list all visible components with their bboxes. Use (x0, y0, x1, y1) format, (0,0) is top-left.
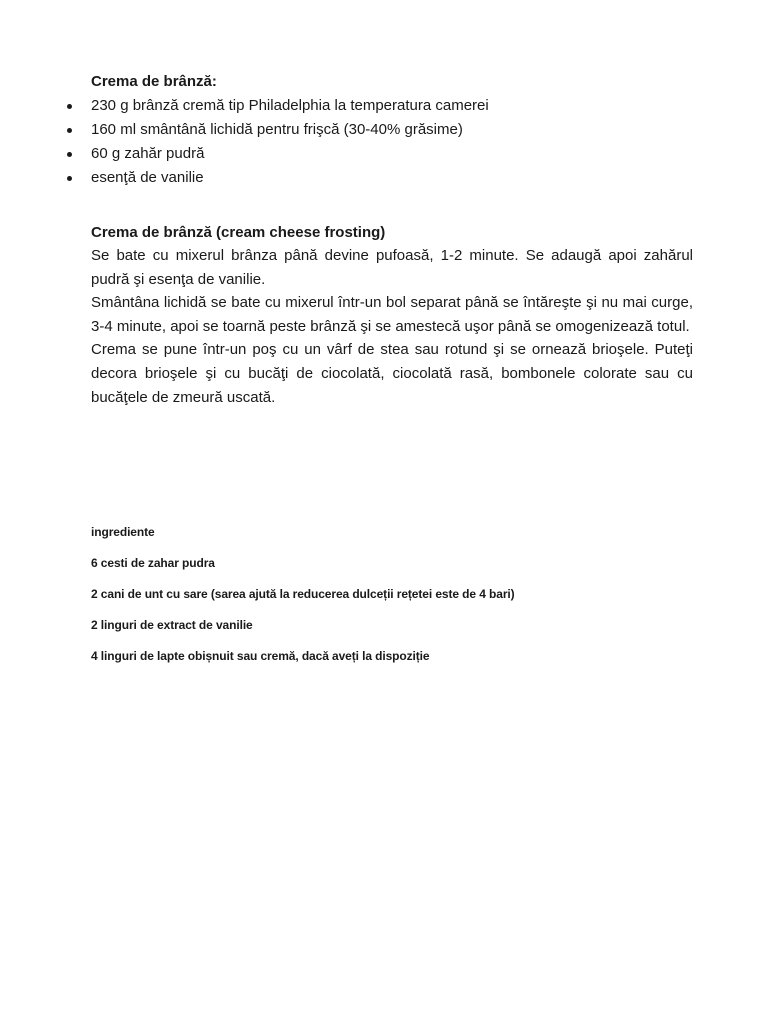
bullet-icon (67, 104, 72, 109)
ingredients-heading: Crema de brânză: (91, 73, 217, 90)
alt-recipe-line: 4 linguri de lapte obișnuit sau cremă, dacă aveți la dispoziție (91, 649, 430, 663)
list-item (0, 143, 489, 167)
ingredient-text: 60 g zahăr pudră (91, 145, 205, 162)
ingredient-text: 160 ml smântână lichidă pentru frişcă (30-40% grăsime) (91, 121, 463, 138)
bullet-icon (67, 152, 72, 157)
list-item (0, 119, 489, 143)
alt-recipe-line: ingrediente (91, 525, 155, 539)
method-paragraph: Smântâna lichidă se bate cu mixerul într-un bol separat până se întăreşte şi nu mai curge, 3-4 minute, apoi se toarnă peste brânză şi se amestecă uşor până se omogenizează totul. (91, 294, 693, 335)
method-paragraph: Crema se pune într-un poş cu un vârf de stea sau rotund şi se ornează brioşele. Puteţi decora brioşele şi cu bucăţi de ciocolată, ciocolată rasă, bombonele colorate sau cu bucăţele de zmeură uscată. (91, 341, 693, 406)
ingredient-text: 230 g brânză cremă tip Philadelphia la temperatura camerei (91, 97, 489, 114)
method-paragraph: Se bate cu mixerul brânza până devine pufoasă, 1-2 minute. Se adaugă apoi zahărul pudră şi esenţa de vanilie. (91, 247, 693, 288)
ingredient-text: esenţă de vanilie (91, 169, 204, 186)
alt-recipe-list (91, 524, 515, 679)
bullet-icon (67, 128, 72, 133)
list-item (0, 167, 489, 191)
method-section (91, 222, 693, 409)
bullet-icon (67, 176, 72, 181)
alt-recipe-line: 2 cani de unt cu sare (sarea ajută la reducerea dulceții rețetei este de 4 bari) (91, 587, 515, 601)
alt-recipe-line: 2 linguri de extract de vanilie (91, 618, 253, 632)
list-item (0, 95, 489, 119)
method-heading: Crema de brânză (cream cheese frosting) (91, 224, 386, 241)
ingredients-list (0, 95, 489, 191)
alt-recipe-line: 6 cesti de zahar pudra (91, 556, 215, 570)
